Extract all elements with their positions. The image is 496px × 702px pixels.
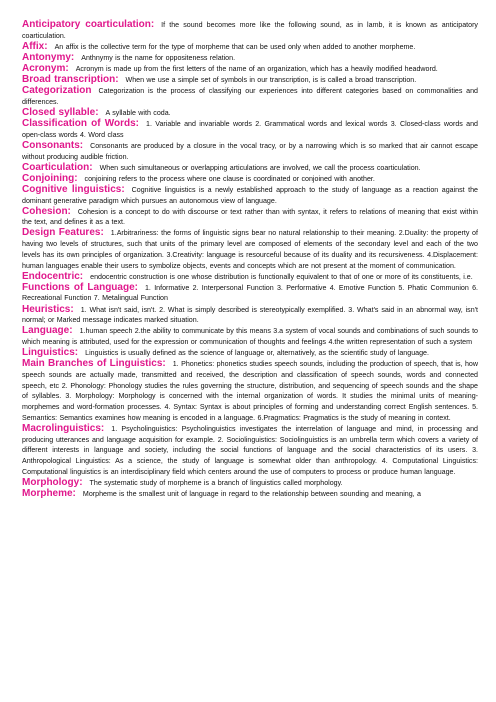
- glossary-term: Classification of Words:: [22, 118, 139, 130]
- glossary-entry: [22, 108, 478, 119]
- glossary-definition: 1. Informative 2. Interpersonal Function 3. Performative 4. Emotive Function 5. Phatic Communion 6. Recreational Function 7. Metalingual Function: [22, 283, 478, 303]
- glossary-definition: When such simultaneous or overlapping articulations are involved, we call the process coarticulation.: [99, 163, 421, 172]
- glossary-term: Heuristics:: [22, 303, 74, 315]
- glossary-term: Broad transcription:: [22, 74, 119, 86]
- glossary-definition: endocentric construction is one whose distribution is functionally equivalent to that of one or more of its constituents, i.e.: [90, 272, 473, 281]
- glossary-definition: If the sound becomes more like the following sound, as in lamb, it is known as anticipatory coarticulation.: [22, 21, 478, 40]
- glossary-term: Cognitive linguistics:: [22, 183, 125, 195]
- glossary-entry: [22, 86, 478, 107]
- glossary-definition: 1. What isn't said, isn't. 2. What is simply described is stereotypically exemplified. 3. What's said in an abnormal way, isn't normal; or Marked message indicates marked situation.: [22, 305, 478, 325]
- glossary-entry: [22, 489, 478, 500]
- glossary-definition: Anthnymy is the name for oppositeness relation.: [81, 53, 236, 62]
- glossary-definition: Acronym is made up from the first letters of the name of an organization, which has a heavily modified headword.: [75, 64, 438, 73]
- glossary-term: Design Features:: [22, 227, 104, 239]
- glossary-definition: Morpheme is the smallest unit of language in regard to the relationship between sounding and meaning, a: [82, 489, 421, 498]
- glossary-term: Cohesion:: [22, 205, 71, 217]
- glossary-entry: [22, 424, 478, 478]
- glossary-term: Acronym:: [22, 62, 69, 74]
- glossary-entry: [22, 141, 478, 162]
- glossary-definition: An affix is the collective term for the type of morpheme that can be used only when added to another morpheme.: [54, 42, 416, 51]
- glossary-term: Antonymy:: [22, 51, 75, 63]
- glossary-definition: 1.Arbitrariness: the forms of linguistic signs bear no natural relationship to their meaning. 2.Duality: the property of having two levels of structures, such that units of the primary level are composed of elements of the secondary level and each of the two levels has its own principles of organization. 3.Creativity: language is resourceful because of its duality and its recursiveness. 4.Displacement: human languages enable their users to symbolize objects, events and concepts which are not present at the moment of communication.: [22, 229, 478, 270]
- glossary-entry: [22, 326, 478, 347]
- glossary-entry: [22, 163, 478, 174]
- glossary-entry: [22, 478, 478, 489]
- glossary-term: Closed syllable:: [22, 106, 99, 118]
- glossary-entry: [22, 272, 478, 283]
- glossary-definition: 1. Phonetics: phonetics studies speech sounds, including the production of speech, that is, how speech sounds are actually made, transmitted and received, the description and classification of speech sounds, words and connected speech, etc 2. Phonology: Phonology studies the rules governing the structure, distribution, and sequencing of speech sounds and the shape of syllables. 3. Morphology: Morphology is concerned with the internal organization of words. It studies the minimal units of meaning-morphemes and word-formation processes. 4. Syntax: Syntax is about principles of forming and understanding correct English sentences. 5. Semantics: Semantics examines how meaning is encoded in a language. 6.Pragmatics: Pragmatics is the study of meaning in context.: [22, 360, 478, 422]
- glossary-term: Consonants:: [22, 139, 84, 151]
- glossary-term: Coarticulation:: [22, 161, 93, 173]
- glossary-term: Macrolinguistics:: [22, 422, 105, 434]
- glossary-entry: [22, 185, 478, 206]
- glossary-entry: [22, 228, 478, 271]
- glossary-entry: [22, 42, 478, 53]
- glossary-entry: [22, 119, 478, 140]
- glossary-term: Morpheme:: [22, 487, 76, 499]
- glossary-definition: 1. Psycholinguistics: Psycholinguistics investigates the interrelation of language and mind, in processing and producing utterances and language acquisition for example. 2. Sociolinguistics: Sociolinguistics is an umbrella term which covers a variety of different interests in language and society, including the social functions of language and the social characteristics of its users. 3. Anthropological Linguistics: As a science, the study of language is somewhat older than anthropology. 4. Computational Linguistics: Computational linguistics is an interdisciplinary field which centers around the use of computers to process or produce human language.: [22, 424, 478, 476]
- glossary-definition: When we use a simple set of symbols in our transcription, is is called a broad transcription.: [125, 76, 417, 85]
- glossary-term: Linguistics:: [22, 347, 79, 359]
- glossary-entry: [22, 53, 478, 64]
- glossary-definition: A syllable with coda.: [105, 108, 171, 117]
- glossary-definition: 1. Variable and invariable words 2. Grammatical words and lexical words 3. Closed-class words and open-class words 4. Word class: [22, 120, 478, 139]
- glossary-entry: [22, 283, 478, 304]
- glossary-entry: [22, 20, 478, 41]
- glossary-term: Affix:: [22, 40, 48, 52]
- glossary-term: Conjoining:: [22, 172, 78, 184]
- glossary-term: Anticipatory coarticulation:: [22, 19, 155, 30]
- glossary-entry: [22, 305, 478, 326]
- glossary-term: Categorization: [22, 85, 92, 97]
- glossary-definition: Linguistics is usually defined as the science of language or, alternatively, as the scientific study of language.: [85, 349, 429, 358]
- glossary-term: Morphology:: [22, 476, 83, 488]
- glossary-entry: [22, 207, 478, 228]
- glossary-definition: Cognitive linguistics is a newly established approach to the study of language as a reaction against the dominant generative paradigm which pursues an autonomous view of language.: [22, 185, 478, 205]
- glossary-term: Language:: [22, 325, 73, 337]
- glossary-definition: conjoining refers to the process where one clause is coordinated or conjoined with another.: [84, 174, 375, 183]
- glossary-term: Main Branches of Linguistics:: [22, 358, 166, 370]
- glossary-entry: [22, 348, 478, 359]
- glossary-term: Functions of Language:: [22, 281, 138, 293]
- glossary-entry: [22, 359, 478, 423]
- glossary-list: [22, 20, 478, 500]
- glossary-definition: Consonants are produced by a closure in the vocal tracy, or by a narrowing which is so marked that air cannot escape without producing audible friction.: [22, 141, 478, 161]
- glossary-term: Endocentric:: [22, 270, 84, 282]
- glossary-entry: [22, 75, 478, 86]
- glossary-definition: Cohesion is a concept to do with discourse or text rather than with syntax, it refers to relations of meaning that exist within the text, and defines it as a text.: [22, 207, 478, 227]
- glossary-definition: Categorization is the process of classifying our experiences into different categories based on commonalities and differences.: [22, 87, 478, 106]
- glossary-entry: [22, 174, 478, 185]
- glossary-definition: 1.human speech 2.the ability to communicate by this means 3.a system of vocal sounds and combinations of such sounds to which meaning is attributed, used for the expression or communication of thoughts and feelings 4.the written representation of such a system: [22, 327, 478, 347]
- glossary-definition: The systematic study of morpheme is a branch of linguistics called morphology.: [89, 478, 343, 487]
- glossary-entry: [22, 64, 478, 75]
